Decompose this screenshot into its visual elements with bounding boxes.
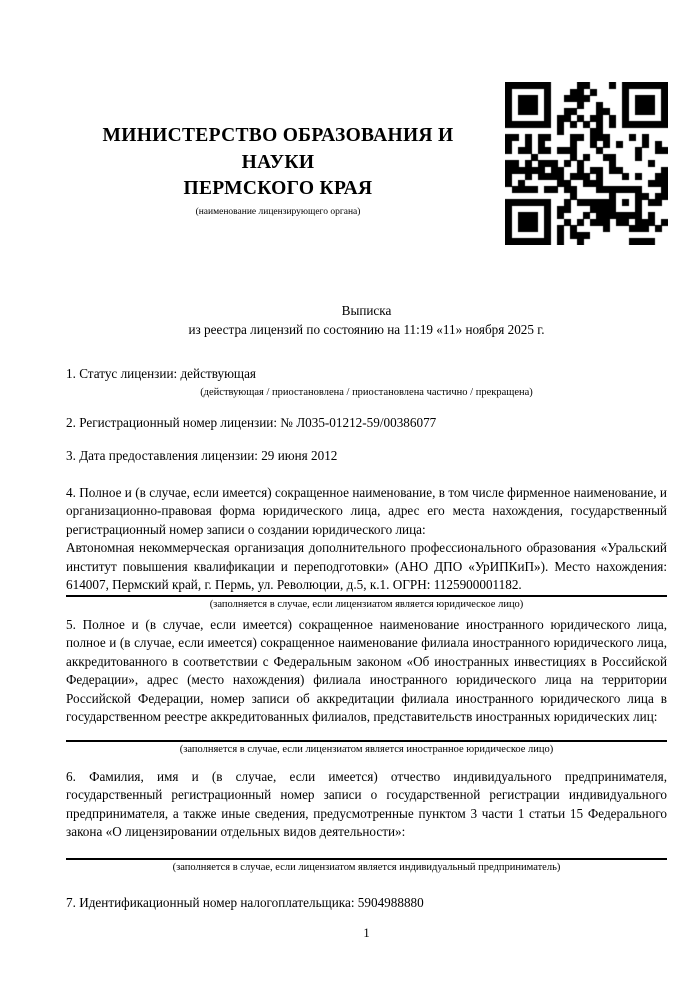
registration-number-text: 2. Регистрационный номер лицензии: № Л035-01212-59/00386077 — [66, 414, 437, 430]
section-legal-entity — [66, 484, 667, 612]
section-license-status — [66, 365, 667, 400]
licensing-authority-header — [66, 123, 490, 218]
document-title-line2: из реестра лицензий по состоянию на 11:19 «11» ноября 2025 г. — [188, 321, 545, 337]
foreign-entity-label: 5. Полное и (в случае, если имеется) сокращенное наименование иностранного юридического лица, полное и (в случае, если имеется) сокращенное наименование филиала иностранного юридического лица, аккредитованного в соответствии с Федеральным законом «Об иностранных инвестициях в Российской Федерации», адрес (место нахождения) филиала иностранного юридического лица на территории Российской Федерации, номер записи об аккредитации филиала иностранного юридического лица в государственном реестре аккредитованных филиалов, представительств иностранных юридических лиц: — [66, 616, 667, 724]
document-title — [66, 302, 667, 339]
section-foreign-entity — [66, 616, 667, 757]
foreign-entity-rule — [66, 740, 667, 742]
ministry-name-line2: ПЕРМСКОГО КРАЯ — [183, 178, 373, 199]
page-number: 1 — [363, 926, 370, 940]
section-individual-entrepreneur — [66, 768, 667, 875]
license-status-note: (действующая / приостановлена / приостановлена частично / прекращена) — [200, 386, 533, 398]
authority-caption: (наименование лицензирующего органа) — [195, 206, 361, 217]
individual-entrepreneur-note: (заполняется в случае, если лицензиатом является индивидуальный предприниматель) — [172, 861, 561, 873]
license-date-text: 3. Дата предоставления лицензии: 29 июня 2012 — [66, 448, 338, 463]
ministry-name — [66, 123, 490, 203]
ministry-name-line1: МИНИСТЕРСТВО ОБРАЗОВАНИЯ И НАУКИ — [102, 125, 454, 173]
foreign-entity-note: (заполняется в случае, если лицензиатом является иностранное юридическое лицо) — [179, 743, 554, 755]
legal-entity-note: (заполняется в случае, если лицензиатом является юридическое лицо) — [209, 598, 524, 610]
legal-entity-value: Автономная некоммерческая организация дополнительного профессионального образования «Уральский институт повышения квалификации и переподготовки» (АНО ДПО «УрИПКиП»). Место нахождения: 614007, Пермский край, г. Пермь, ул. Революции, д.5, к.1. ОГРН: 1125900001182. — [66, 540, 667, 592]
legal-entity-rule — [66, 595, 667, 597]
taxpayer-number-text: 7. Идентификационный номер налогоплательщика: 5904988880 — [66, 894, 424, 910]
individual-entrepreneur-label: 6. Фамилия, имя и (в случае, если имеется) отчество индивидуального предпринимателя, государственный регистрационный номер записи о государственной регистрации индивидуального предпринимателя, а также иные сведения, предусмотренные пунктом 3 части 1 статьи 15 Федерального закона «О лицензировании отдельных видов деятельности»: — [66, 768, 667, 839]
qr-code — [505, 82, 668, 245]
individual-entrepreneur-rule — [66, 858, 667, 860]
document-title-line1: Выписка — [341, 303, 392, 318]
legal-entity-label: 4. Полное и (в случае, если имеется) сокращенное наименование, в том числе фирменное наименование, и организационно-правовая форма юридического лица, адрес его места нахождения, государственный регистрационный номер записи о создании юридического лица: — [66, 484, 667, 537]
document-body — [66, 302, 667, 941]
section-registration-number — [66, 414, 667, 433]
license-status-text: 1. Статус лицензии: действующая — [66, 366, 257, 381]
section-license-date — [66, 447, 667, 466]
section-taxpayer-number — [66, 894, 667, 913]
